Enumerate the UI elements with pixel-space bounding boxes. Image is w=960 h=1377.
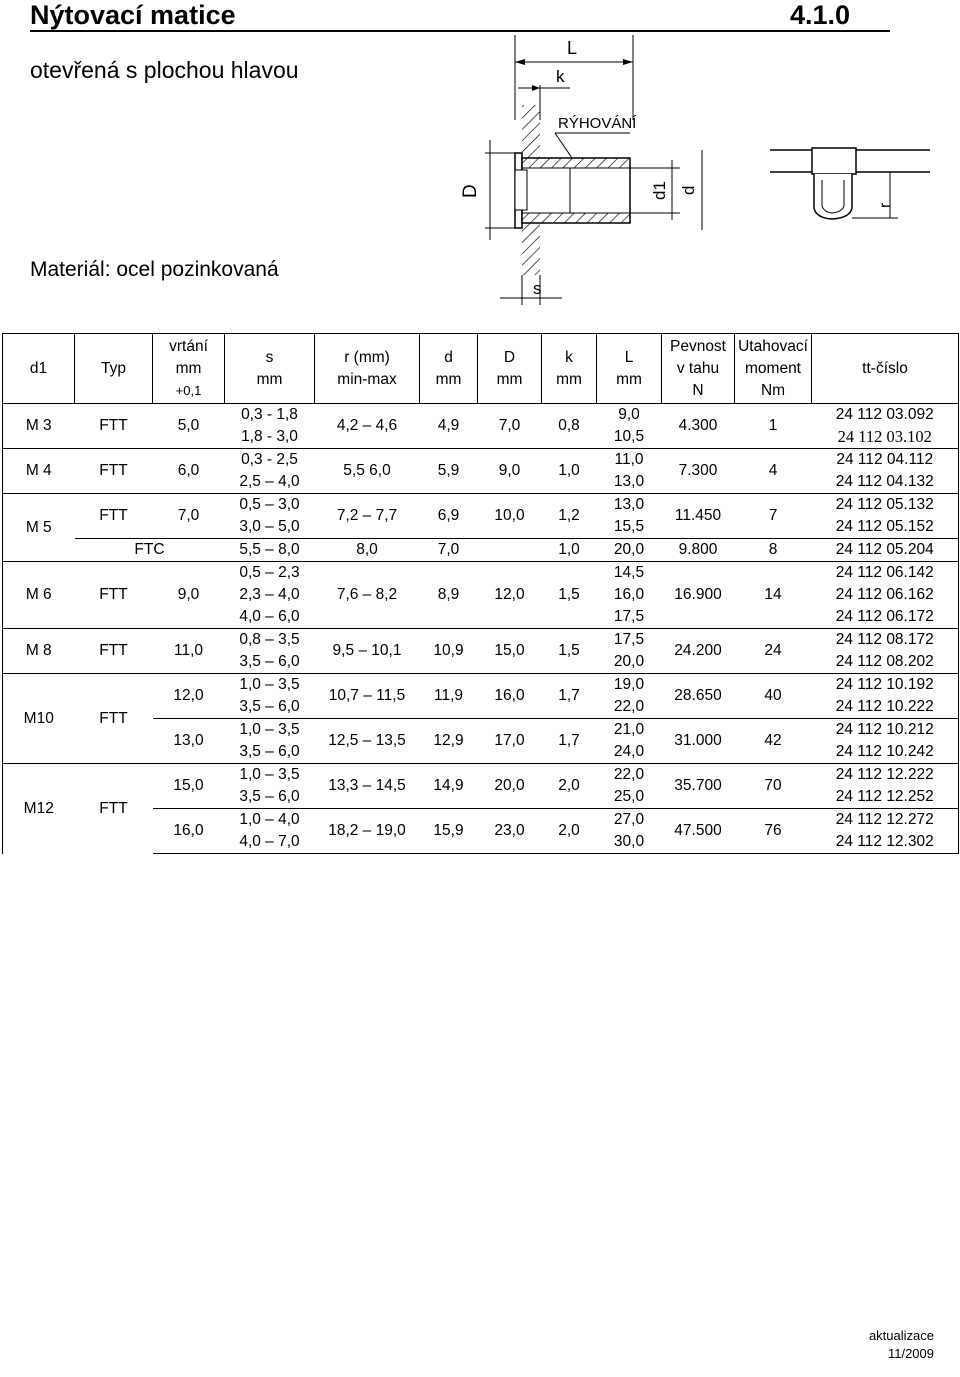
col-k: k mm [542,334,597,404]
footer-label: aktualizace [868,1328,934,1343]
col-vrtani: vrtání mm +0,1 [153,334,225,404]
label-L: L [567,38,578,58]
table-row: M 8 FTT 11,0 0,8 – 3,5 3,5 – 6,0 9,5 – 10,1 10,9 15,0 1,5 17,5 20,0 24.200 24 24 112 08.172 24 112 08.202 [3,629,959,674]
table-row: 13,0 1,0 – 3,5 3,5 – 6,0 12,5 – 13,5 12,9 17,0 1,7 21,0 24,0 31.000 42 24 112 10.212 24 112 10.242 [3,719,959,764]
sheet-top-hatch [522,105,540,160]
col-D: D mm [478,334,542,404]
page-title: Nýtovací matice [30,0,236,30]
col-typ: Typ [75,334,153,404]
header-row [3,334,959,404]
label-k: k [556,67,565,86]
col-L: L mm [597,334,662,404]
table-row: M12 FTT 15,0 1,0 – 3,5 3,5 – 6,0 13,3 – 14,5 14,9 20,0 2,0 22,0 25,0 35.700 70 24 112 12.222 24 112 12.252 [3,764,959,809]
label-knurl: RÝHOVÁNÍ [558,115,637,132]
nut-section [515,153,630,228]
table-row: M 3 FTT 5,0 0,3 - 1,8 1,8 - 3,0 4,2 – 4,6 4,9 7,0 0,8 9,0 10,5 4.300 1 24 112 03.092 24 112 03.102 [3,404,959,449]
table-row: M 6 FTT 9,0 0,5 – 2,3 2,3 – 4,0 4,0 – 6,0 7,6 – 8,2 8,9 12,0 1,5 14,5 16,0 17,5 16.900 14 24 112 06.142 24 112 06.162 24 112 06.172 [3,562,959,629]
title-bar [0,0,960,30]
dim-s [500,275,562,305]
installed-view [770,148,930,219]
subtitle: otevřená s plochou hlavou [30,57,299,83]
label-d: d [679,185,698,195]
table-row: M 5 FTT 7,0 0,5 – 3,0 3,0 – 5,0 7,2 – 7,7 6,9 10,0 1,2 13,0 15,5 11.450 7 24 112 05.132 24 112 05.152 [3,494,959,539]
table-row: M 4 FTT 6,0 0,3 - 2,5 2,5 – 4,0 5,5 6,0 5,9 9,0 1,0 11,0 13,0 7.300 4 24 112 04.112 24 112 04.132 [3,449,959,494]
sheet-bottom-hatch [522,220,540,275]
spec-table [2,333,959,854]
section-code: 4.1.0 [790,0,851,30]
material-line: Materiál: ocel pozinkovaná [30,258,279,281]
col-utahovaci: Utahovací moment Nm [735,334,812,404]
label-r: r [877,202,894,208]
table-row: 16,0 1,0 – 4,0 4,0 – 7,0 18,2 – 19,0 15,9 23,0 2,0 27,0 30,0 47.500 76 24 112 12.272 24 112 12.302 [3,809,959,854]
col-pevnost: Pevnost v tahu N [662,334,735,404]
col-d1: d1 [3,334,75,404]
col-s: s mm [225,334,315,404]
col-tt-cislo: tt-číslo [812,334,959,404]
table-row: FTC 5,5 – 8,0 8,0 7,0 1,0 20,0 9.800 8 24 112 05.204 [3,539,959,562]
label-D: D [460,184,481,198]
footer-date: 11/2009 [887,1346,934,1361]
col-r: r (mm) min-max [315,334,420,404]
table-row: M10 FTT 12,0 1,0 – 3,5 3,5 – 6,0 10,7 – 11,5 11,9 16,0 1,7 19,0 22,0 28.650 40 24 112 10.192 24 112 10.222 [3,674,959,719]
label-s: s [533,279,542,298]
dim-d1-d [630,150,702,230]
dim-D [460,140,515,240]
rivet-nut-drawing [440,30,960,315]
footer-update [869,1327,934,1363]
col-d: d mm [420,334,478,404]
label-d1: d1 [650,181,669,200]
